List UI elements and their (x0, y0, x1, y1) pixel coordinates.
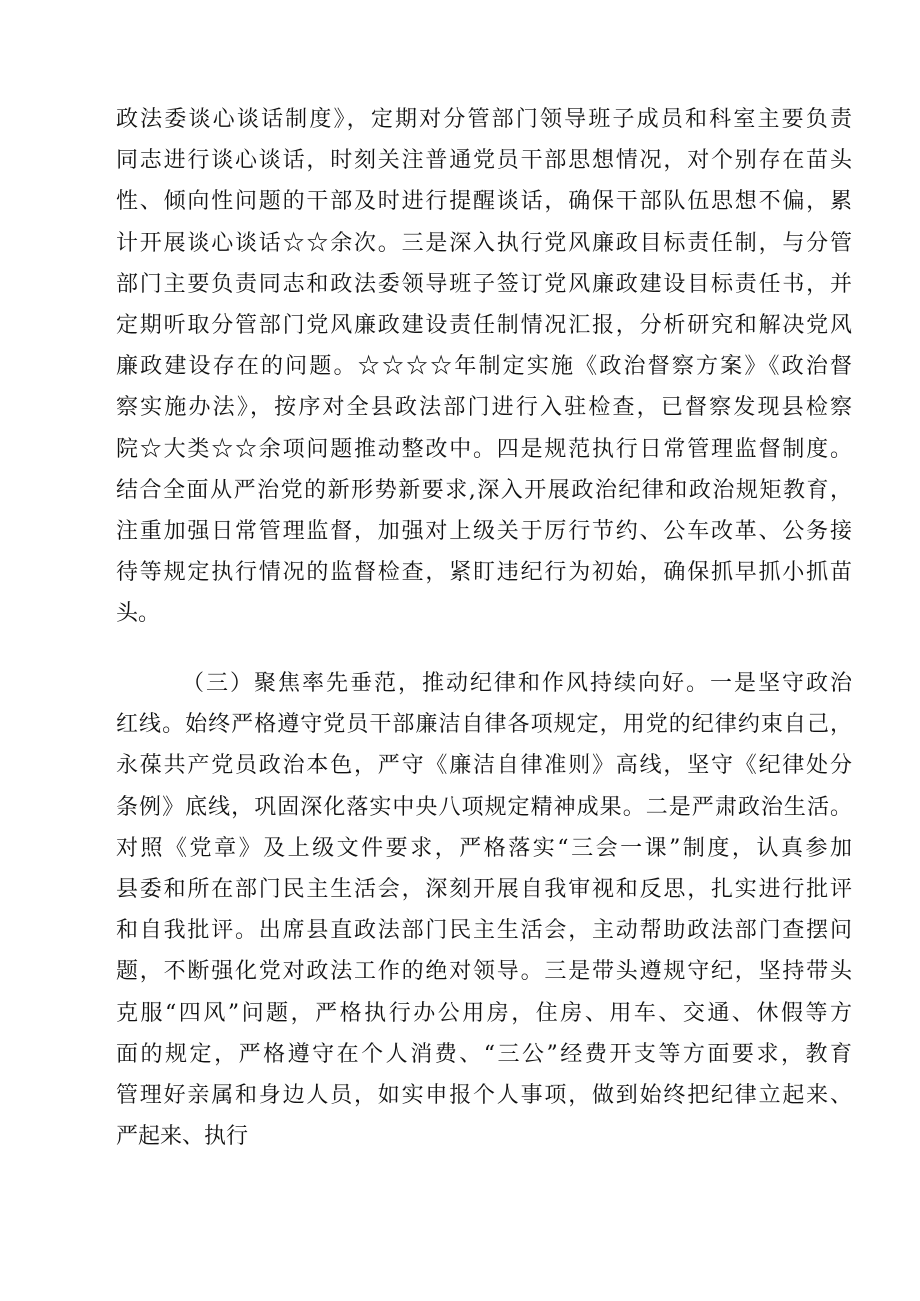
text-line: 永葆共产党员政治本色，严守《廉洁自律准则》高线，坚守《纪律处分 (116, 753, 852, 779)
paragraph-2 (116, 663, 852, 1157)
text-line: 严起来、执行 (116, 1124, 249, 1150)
text-line: 条例》底线，巩固深化落实中央八项规定精神成果。二是严肃政治生活。 (116, 794, 852, 820)
text-line: 红线。始终严格遵守党员干部廉洁自律各项规定，用党的纪律约束自己， (116, 712, 852, 738)
text-line: 头。 (116, 601, 161, 627)
text-line: 注重加强日常管理监督，加强对上级关于厉行节约、公车改革、公务接 (116, 518, 852, 544)
text-line: 定期听取分管部门党风廉政建设责任制情况汇报，分析研究和解决党风 (116, 312, 852, 338)
text-line: 对照《党章》及上级文件要求，严格落实“三会一课”制度，认真参加 (116, 835, 852, 861)
text-line: 院☆大类☆☆余项问题推动整改中。四是规范执行日常管理监督制度。 (116, 436, 852, 462)
text-line: 性、倾向性问题的干部及时进行提醒谈话，确保干部队伍思想不偏，累 (116, 189, 852, 215)
text-line: 待等规定执行情况的监督检查，紧盯违纪行为初始，确保抓早抓小抓苗 (116, 560, 852, 586)
text-line: 面的规定，严格遵守在个人消费、“三公”经费开支等方面要求，教育 (116, 1041, 852, 1067)
text-line: 题，不断强化党对政法工作的绝对领导。三是带头遵规守纪，坚持带头 (116, 959, 852, 985)
text-line: 察实施办法》，按序对全县政法部门进行入驻检查，已督察发现县检察 (116, 395, 852, 421)
text-line: 部门主要负责同志和政法委领导班子签订党风廉政建设目标责任书，并 (116, 271, 852, 297)
text-line: 结合全面从严治党的新形势新要求,深入开展政治纪律和政治规矩教育， (116, 477, 852, 503)
text-line: 同志进行谈心谈话，时刻关注普通党员干部思想情况，对个别存在苗头 (116, 148, 852, 174)
text-line: （三）聚焦率先垂范，推动纪律和作风持续向好。一是坚守政治 (182, 671, 852, 696)
text-line: 县委和所在部门民主生活会，深刻开展自我审视和反思，扎实进行批评 (116, 876, 852, 902)
text-line: 管理好亲属和身边人员，如实申报个人事项，做到始终把纪律立起来、 (116, 1082, 852, 1108)
paragraph-1 (116, 99, 852, 634)
text-line: 和自我批评。出席县直政法部门民主生活会，主动帮助政法部门查摆问 (116, 918, 852, 944)
text-line: 克服“四风”问题，严格执行办公用房，住房、用车、交通、休假等方 (116, 1000, 852, 1026)
text-line: 计开展谈心谈话☆☆余次。三是深入执行党风廉政目标责任制，与分管 (116, 230, 852, 256)
text-line: 廉政建设存在的问题。☆☆☆☆年制定实施《政治督察方案》《政治督 (116, 354, 852, 380)
text-line: 政法委谈心谈话制度》，定期对分管部门领导班子成员和科室主要负责 (116, 107, 852, 132)
